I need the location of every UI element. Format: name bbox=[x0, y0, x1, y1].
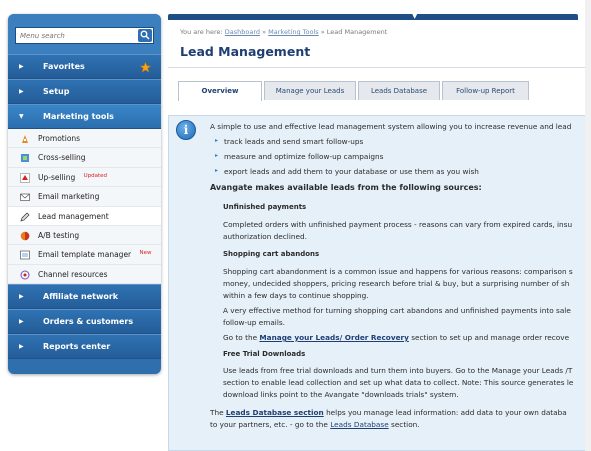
breadcrumb-prefix: You are here: bbox=[180, 28, 223, 36]
up-selling-icon bbox=[20, 173, 30, 183]
trial-text: section to enable lead collection and set up what data to collect. Note: This source generates le bbox=[223, 378, 574, 387]
main-content bbox=[168, 20, 591, 451]
cart-goto-line bbox=[223, 333, 569, 342]
footer-prefix: The bbox=[210, 408, 224, 417]
nav-section-marketing-tools[interactable] bbox=[8, 104, 161, 129]
scrollbar[interactable] bbox=[585, 0, 591, 451]
search-button[interactable] bbox=[138, 29, 152, 42]
sidebar-item-channel-resources[interactable] bbox=[8, 265, 161, 284]
ab-testing-icon bbox=[20, 231, 30, 241]
intro-text: A simple to use and effective lead management system allowing you to increase revenue and lead bbox=[210, 122, 572, 131]
overview-panel bbox=[168, 115, 591, 451]
sidebar-item-label: Cross-selling bbox=[38, 153, 86, 163]
goto-suffix: section to set up and manage order recove bbox=[411, 333, 570, 342]
sidebar-item-label: Channel resources bbox=[38, 269, 108, 279]
nav-section-label: Orders & customers bbox=[43, 317, 134, 327]
sidebar-item-up-selling[interactable] bbox=[8, 168, 161, 187]
search-area bbox=[8, 14, 161, 54]
marketing-tools-submenu bbox=[8, 129, 161, 284]
nav-section-reports-center[interactable] bbox=[8, 334, 161, 359]
bullet-item bbox=[215, 152, 384, 161]
sidebar-item-email-marketing[interactable] bbox=[8, 187, 161, 206]
nav-section-orders-customers[interactable] bbox=[8, 309, 161, 334]
bullet-arrow-icon: ▸ bbox=[215, 152, 219, 159]
bullet-text: export leads and add them to your database or use them as you wish bbox=[224, 167, 479, 176]
sidebar-item-cross-selling[interactable] bbox=[8, 148, 161, 167]
search-icon bbox=[140, 30, 150, 40]
sidebar-item-label: Email template manager bbox=[38, 250, 132, 260]
footer-mid: helps you manage lead information: add data to your own databa bbox=[326, 408, 567, 417]
star-icon[interactable] bbox=[140, 62, 151, 73]
nav-section-setup[interactable] bbox=[8, 79, 161, 104]
goto-prefix: Go to the bbox=[223, 333, 258, 342]
breadcrumb bbox=[180, 28, 387, 36]
bullet-item bbox=[215, 167, 479, 176]
leads-database-link[interactable]: Leads Database bbox=[330, 420, 389, 429]
info-icon: i bbox=[176, 120, 196, 140]
unfinished-text: Completed orders with unfinished payment process - reasons can vary from expired cards, insu bbox=[223, 220, 573, 229]
sidebar-item-email-template-manager[interactable] bbox=[8, 245, 161, 264]
chevron-right-icon: ▶ bbox=[19, 293, 24, 301]
sidebar-item-label: Up-selling bbox=[38, 172, 76, 182]
trial-text: Use leads from free trial downloads and turn them into buyers. Go to the Manage your Leads /T bbox=[223, 366, 573, 375]
updated-badge: Updated bbox=[83, 172, 108, 179]
footer-line-1 bbox=[210, 408, 567, 417]
manage-leads-order-recovery-link[interactable]: Manage your Leads/ Order Recovery bbox=[259, 333, 409, 342]
sidebar-item-promotions[interactable] bbox=[8, 129, 161, 148]
cross-selling-icon bbox=[20, 153, 30, 163]
cart-text: A very effective method for turning shopping cart abandons and unfinished payments into sale bbox=[223, 306, 571, 315]
cart-text: money, undecided shoppers, pricing research before trial & buy, but a surprising number of sh bbox=[223, 279, 570, 288]
chevron-down-icon: ▼ bbox=[19, 113, 24, 120]
footer-line2-suffix: section. bbox=[391, 420, 420, 429]
shopping-cart-heading: Shopping cart abandons bbox=[223, 250, 320, 258]
tab-manage-your-leads[interactable]: Manage your Leads bbox=[264, 81, 356, 100]
lead-management-icon bbox=[20, 212, 30, 222]
tab-follow-up-report[interactable]: Follow-up Report bbox=[442, 81, 529, 100]
breadcrumb-separator: » bbox=[320, 28, 325, 36]
breadcrumb-current: Lead Management bbox=[326, 28, 388, 36]
bullet-text: measure and optimize follow-up campaigns bbox=[224, 152, 384, 161]
bullet-item bbox=[215, 137, 364, 146]
chevron-right-icon: ▶ bbox=[19, 343, 24, 351]
nav-section-affiliate-network[interactable] bbox=[8, 284, 161, 309]
collapse-caret-icon[interactable]: ▼ bbox=[412, 12, 418, 20]
sidebar-item-lead-management[interactable] bbox=[8, 207, 161, 226]
tab-leads-database[interactable]: Leads Database bbox=[358, 81, 440, 100]
page-title: Lead Management bbox=[180, 44, 311, 59]
bullet-arrow-icon: ▸ bbox=[215, 137, 219, 144]
email-icon bbox=[20, 192, 30, 202]
chevron-right-icon: ▶ bbox=[19, 63, 24, 70]
trial-text: download links point to the Avangate "downloads trials" system. bbox=[223, 390, 459, 399]
channel-resources-icon bbox=[20, 270, 30, 280]
menu-search-input[interactable] bbox=[16, 28, 153, 43]
email-template-icon bbox=[20, 250, 30, 260]
cart-text: follow-up emails. bbox=[223, 318, 285, 327]
unfinished-payments-heading: Unfinished payments bbox=[223, 203, 307, 211]
cart-text: within a few days to continue shopping. bbox=[223, 291, 369, 300]
breadcrumb-separator: » bbox=[262, 28, 267, 36]
cart-text: Shopping cart abandonment is a common issue and happens for various reasons: comparison s bbox=[223, 267, 573, 276]
footer-line-2 bbox=[210, 420, 420, 429]
sidebar-item-label: A/B testing bbox=[38, 230, 80, 240]
sidebar-item-label: Email marketing bbox=[38, 192, 100, 202]
nav-section-label: Affiliate network bbox=[43, 292, 119, 302]
nav-section-label: Favorites bbox=[43, 62, 85, 71]
nav-section-label: Marketing tools bbox=[43, 112, 114, 121]
bullet-text: track leads and send smart follow-ups bbox=[224, 137, 364, 146]
nav-section-label: Setup bbox=[43, 87, 70, 96]
new-badge: New bbox=[139, 250, 152, 257]
chevron-right-icon: ▶ bbox=[19, 88, 24, 95]
tab-overview[interactable]: Overview bbox=[178, 81, 262, 101]
sidebar-item-ab-testing[interactable] bbox=[8, 226, 161, 245]
sidebar bbox=[8, 14, 161, 374]
free-trial-heading: Free Trial Downloads bbox=[223, 350, 306, 358]
nav-section-favorites[interactable] bbox=[8, 54, 161, 79]
breadcrumb-link-marketing-tools[interactable]: Marketing Tools bbox=[268, 28, 319, 36]
promotions-icon bbox=[20, 134, 30, 144]
bullet-arrow-icon: ▸ bbox=[215, 167, 219, 174]
sidebar-item-label: Lead management bbox=[38, 211, 109, 221]
divider bbox=[168, 67, 591, 68]
sidebar-item-label: Promotions bbox=[38, 134, 81, 143]
breadcrumb-link-dashboard[interactable]: Dashboard bbox=[224, 28, 261, 36]
nav-section-label: Reports center bbox=[43, 342, 111, 352]
search-box bbox=[15, 27, 154, 44]
unfinished-text: authorization declined. bbox=[223, 232, 307, 241]
leads-database-section-link[interactable]: Leads Database section bbox=[225, 408, 324, 417]
sources-heading: Avangate makes available leads from the following sources: bbox=[210, 183, 482, 192]
chevron-right-icon: ▶ bbox=[19, 318, 24, 326]
footer-line2-prefix: to your partners, etc. - go to the bbox=[210, 420, 328, 429]
